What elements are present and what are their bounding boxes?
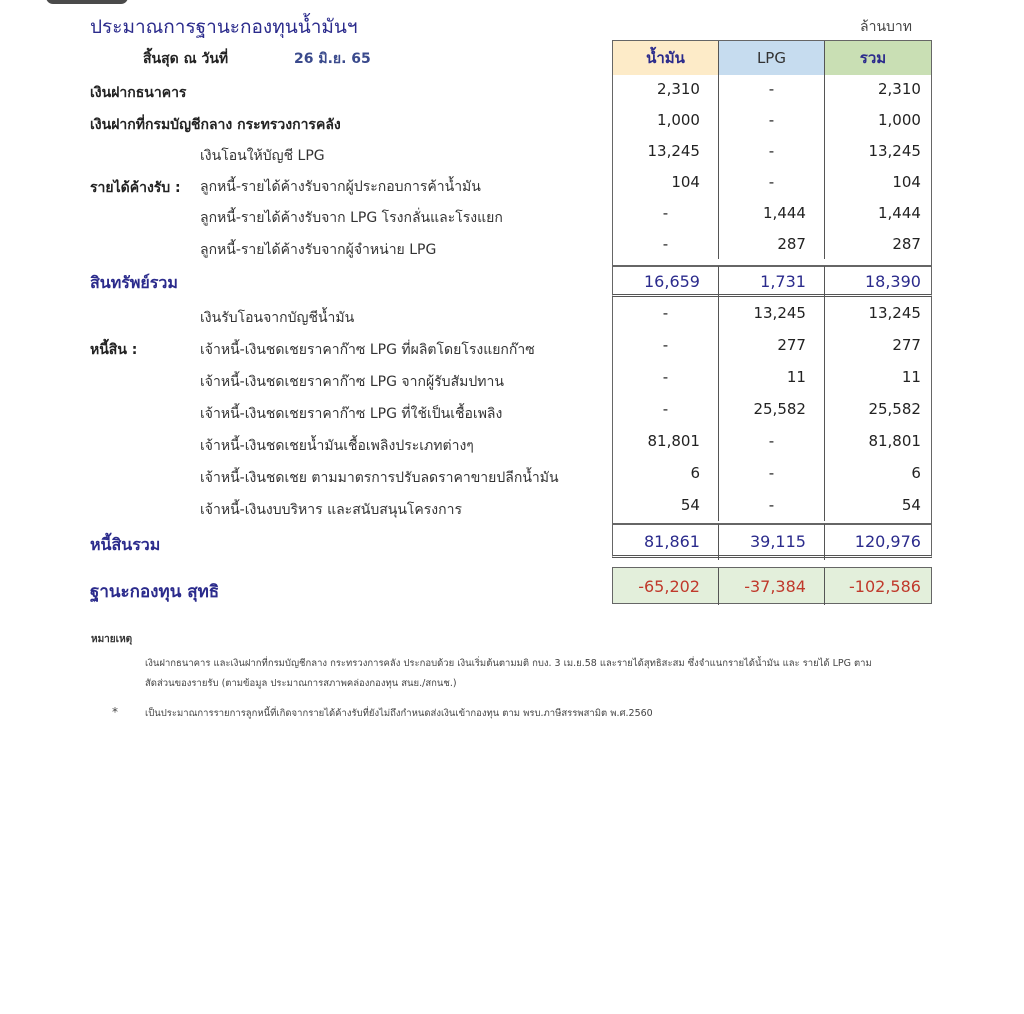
cell-lpg: 1,444 bbox=[719, 197, 825, 228]
cell-oil: - bbox=[613, 228, 719, 259]
row-label-treasury-deposit: เงินฝากที่กรมบัญชีกลาง กระทรวงการคลัง bbox=[90, 117, 341, 133]
table-row bbox=[613, 135, 931, 166]
cell-lpg: 11 bbox=[719, 361, 825, 393]
cell-lpg: 287 bbox=[719, 228, 825, 259]
cell-lpg: - bbox=[719, 166, 825, 197]
row-label-oil-fuel-subsidy: เจ้าหนี้-เงินชดเชยน้ำมันเชื้อเพลิงประเภทต่างๆ bbox=[200, 438, 474, 454]
row-label-lpg-fuel: เจ้าหนี้-เงินชดเชยราคาก๊าซ LPG ที่ใช้เป็นเชื้อเพลิง bbox=[200, 406, 503, 422]
table-row bbox=[613, 297, 931, 329]
cell-oil: 13,245 bbox=[613, 135, 719, 166]
row-label-lpg-concessionaire: เจ้าหนี้-เงินชดเชยราคาก๊าซ LPG จากผู้รับสัมปทาน bbox=[200, 374, 504, 390]
cell-total: 11 bbox=[901, 368, 921, 386]
table-row bbox=[613, 228, 931, 259]
row-label-receivable-lpg-distributors: ลูกหนี้-รายได้ค้างรับจากผู้จำหน่าย LPG bbox=[200, 242, 437, 258]
cell-total: 287 bbox=[892, 235, 921, 253]
row-label-retail-price-measure: เจ้าหนี้-เงินชดเชย ตามมาตรการปรับลดราคาขายปลีกน้ำมัน bbox=[200, 470, 559, 486]
note-line-1: เงินฝากธนาคาร และเงินฝากที่กรมบัญชีกลาง กระทรวงการคลัง ประกอบด้วย เงินเริ่มต้นตามมติ กบง. 3 เม.ย.58 และรายได้สุทธิสะสม ซึ่งจำแนกรายได้น้ำมัน และ รายได้ LPG ตาม bbox=[145, 658, 872, 669]
row-label-transfer-from-oil: เงินรับโอนจากบัญชีน้ำมัน bbox=[200, 310, 355, 326]
net-position-lpg: -37,384 bbox=[719, 568, 825, 605]
cell-lpg: - bbox=[719, 73, 825, 104]
total-assets-total: 18,390 bbox=[864, 272, 921, 291]
cell-total: 25,582 bbox=[868, 400, 921, 418]
assets-table bbox=[612, 73, 932, 267]
cell-oil: - bbox=[613, 297, 719, 329]
row-label-lpg-gas-separation: เจ้าหนี้-เงินชดเชยราคาก๊าซ LPG ที่ผลิตโดยโรงแยกก๊าซ bbox=[200, 342, 535, 358]
top-tab-handle bbox=[46, 0, 128, 4]
total-liabilities-label: หนี้สินรวม bbox=[90, 535, 161, 554]
date-label: สิ้นสุด ณ วันที่ bbox=[143, 51, 229, 67]
cell-lpg: - bbox=[719, 104, 825, 135]
liabilities-group-label: หนี้สิน : bbox=[90, 342, 138, 358]
total-assets-oil: 16,659 bbox=[613, 266, 719, 297]
table-row bbox=[613, 329, 931, 361]
total-assets-row bbox=[612, 265, 932, 297]
liabilities-table bbox=[612, 297, 932, 525]
cell-total: 2,310 bbox=[878, 80, 921, 98]
row-label-transfer-lpg: เงินโอนให้บัญชี LPG bbox=[200, 148, 325, 164]
cell-total: 1,444 bbox=[878, 204, 921, 222]
row-label-bank-deposit: เงินฝากธนาคาร bbox=[90, 85, 187, 101]
row-label-receivable-oil-traders: ลูกหนี้-รายได้ค้างรับจากผู้ประกอบการค้าน้ำมัน bbox=[200, 179, 481, 195]
total-liabilities-lpg: 39,115 bbox=[719, 524, 825, 560]
cell-lpg: 13,245 bbox=[719, 297, 825, 329]
row-label-admin-budget: เจ้าหนี้-เงินงบบริหาร และสนับสนุนโครงการ bbox=[200, 502, 462, 518]
cell-oil: 1,000 bbox=[613, 104, 719, 135]
net-position-oil: -65,202 bbox=[613, 568, 719, 605]
cell-total: 277 bbox=[892, 336, 921, 354]
table-row bbox=[613, 73, 931, 104]
total-liabilities-oil: 81,861 bbox=[613, 524, 719, 560]
cell-lpg: 25,582 bbox=[719, 393, 825, 425]
table-row bbox=[613, 361, 931, 393]
date-value: 26 มิ.ย. 65 bbox=[294, 51, 371, 67]
cell-oil: 6 bbox=[613, 457, 719, 489]
cell-total: 54 bbox=[901, 496, 921, 514]
row-label-receivable-lpg-refineries: ลูกหนี้-รายได้ค้างรับจาก LPG โรงกลั่นและโรงแยก bbox=[200, 210, 503, 226]
net-position-total: -102,586 bbox=[849, 577, 921, 596]
total-liabilities-total: 120,976 bbox=[854, 532, 921, 551]
total-assets-lpg: 1,731 bbox=[719, 266, 825, 297]
cell-lpg: 277 bbox=[719, 329, 825, 361]
cell-lpg: - bbox=[719, 135, 825, 166]
table-row bbox=[613, 457, 931, 489]
column-header-lpg: LPG bbox=[719, 41, 825, 75]
cell-total: 104 bbox=[892, 173, 921, 191]
unit-label: ล้านบาท bbox=[860, 19, 912, 35]
cell-total: 6 bbox=[911, 464, 921, 482]
cell-total: 13,245 bbox=[868, 304, 921, 322]
note-bullet: * bbox=[112, 705, 118, 719]
note-line-3: เป็นประมาณการรายการลูกหนี้ที่เกิดจากรายได้ค้างรับที่ยังไม่ถึงกำหนดส่งเงินเข้ากองทุน ตาม พรบ.ภาษีสรรพสามิต พ.ศ.2560 bbox=[145, 708, 653, 719]
cell-oil: 54 bbox=[613, 489, 719, 521]
total-assets-label: สินทรัพย์รวม bbox=[90, 273, 178, 292]
cell-oil: - bbox=[613, 361, 719, 393]
cell-total: 13,245 bbox=[868, 142, 921, 160]
total-liabilities-row bbox=[612, 523, 932, 558]
net-position-label: ฐานะกองทุน สุทธิ bbox=[90, 582, 220, 602]
table-row bbox=[613, 166, 931, 197]
cell-oil: 81,801 bbox=[613, 425, 719, 457]
cell-oil: 104 bbox=[613, 166, 719, 197]
cell-lpg: - bbox=[719, 457, 825, 489]
cell-oil: - bbox=[613, 393, 719, 425]
page-title: ประมาณการฐานะกองทุนน้ำมันฯ bbox=[90, 16, 358, 38]
receivable-group-label: รายได้ค้างรับ : bbox=[90, 180, 181, 196]
cell-lpg: - bbox=[719, 425, 825, 457]
cell-oil: - bbox=[613, 329, 719, 361]
notes-title: หมายเหตุ bbox=[91, 634, 133, 645]
note-line-2: สัดส่วนของรายรับ (ตามข้อมูล ประมาณการสภาพคล่องกองทุน สนย./สกนช.) bbox=[145, 678, 457, 689]
column-header-row bbox=[612, 40, 932, 74]
cell-total: 81,801 bbox=[868, 432, 921, 450]
column-header-total: รวม bbox=[825, 41, 931, 75]
table-row bbox=[613, 197, 931, 228]
cell-oil: 2,310 bbox=[613, 73, 719, 104]
cell-oil: - bbox=[613, 197, 719, 228]
cell-lpg: - bbox=[719, 489, 825, 521]
table-row bbox=[613, 393, 931, 425]
table-row bbox=[613, 104, 931, 135]
column-header-oil: น้ำมัน bbox=[613, 41, 719, 75]
cell-total: 1,000 bbox=[878, 111, 921, 129]
table-row bbox=[613, 489, 931, 521]
net-position-row bbox=[612, 567, 932, 604]
table-row bbox=[613, 425, 931, 457]
